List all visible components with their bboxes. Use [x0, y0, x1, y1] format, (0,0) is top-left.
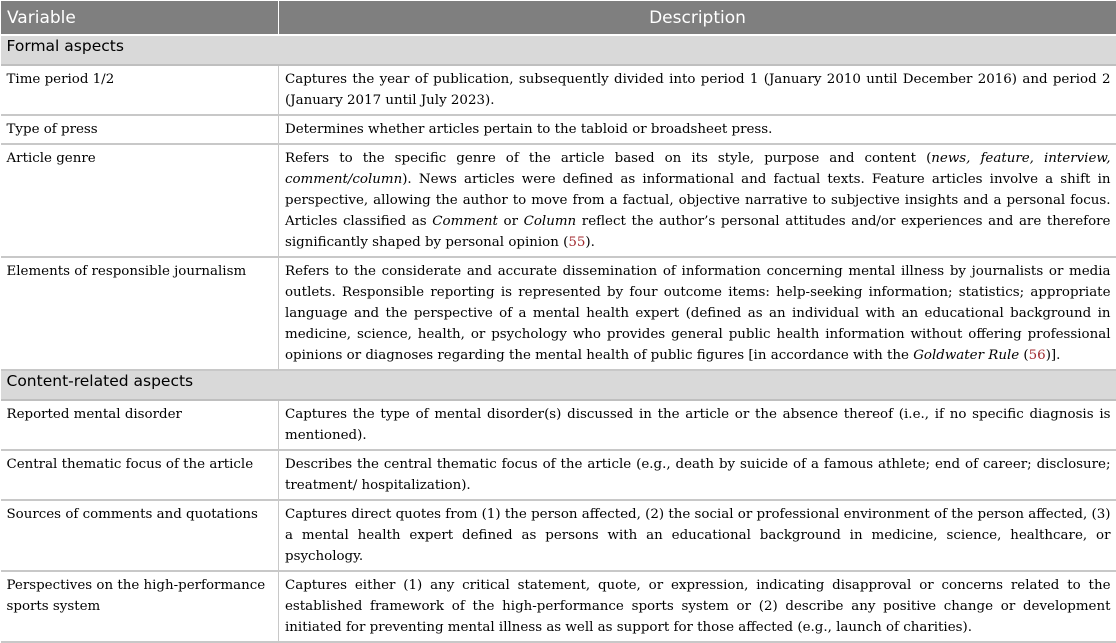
description-cell: Captures either (1) any critical statement, quote, or expression, indicating disapproval or concerns related to the established framework of the high-performance sports system or (2) describe any positive change or development initiated for preventing mental illness as well as support for those affected (e.g., launch of charities).	[279, 571, 1116, 642]
genre-comment: Comment	[432, 214, 498, 229]
header-description: Description	[279, 1, 1116, 36]
table-row	[1, 400, 1116, 450]
description-cell: Captures the year of publication, subsequently divided into period 1 (January 2010 until December 2016) and period 2 (January 2017 until July 2023).	[279, 65, 1116, 115]
desc-text: or	[498, 214, 524, 229]
variable-cell: Reported mental disorder	[1, 400, 279, 450]
table-row	[1, 257, 1116, 370]
reference-link[interactable]: 55	[568, 235, 585, 250]
description-cell: Describes the central thematic focus of the article (e.g., death by suicide of a famous athlete; end of career; disclosure; treatment/ hospitalization).	[279, 450, 1116, 500]
desc-text: ).	[585, 235, 594, 250]
goldwater-rule: Goldwater Rule	[913, 348, 1019, 363]
variable-cell: Central thematic focus of the article	[1, 450, 279, 500]
table-row	[1, 450, 1116, 500]
header-row	[1, 1, 1116, 36]
reference-link[interactable]: 56	[1029, 348, 1046, 363]
desc-text: reflect the author’s personal attitudes and/or experiences and are therefore significantly shaped by personal opinion (	[285, 214, 1110, 250]
description-cell	[279, 144, 1116, 257]
variable-cell: Article genre	[1, 144, 279, 257]
description-cell: Captures direct quotes from (1) the person affected, (2) the social or professional environment of the person affected, (3) a mental health expert defined as persons with an educational background in medicine, science, healthcare, or psychology.	[279, 500, 1116, 571]
table-row	[1, 115, 1116, 144]
variable-cell: Time period 1/2	[1, 65, 279, 115]
desc-text: ). News articles were defined as informational and factual texts. Feature articles involve a shift in perspective, allowing the author to move from a factual, objective narrative to subjective insights and a personal focus. Articles classified as	[285, 172, 1111, 229]
desc-text: Refers to the specific genre of the article based on its style, purpose and content (	[285, 151, 931, 166]
desc-text: (	[1019, 348, 1028, 363]
description-cell: Captures the type of mental disorder(s) discussed in the article or the absence thereof (i.e., if no specific diagnosis is mentioned).	[279, 400, 1116, 450]
table-row	[1, 144, 1116, 257]
variable-cell: Type of press	[1, 115, 279, 144]
section-row-formal	[1, 35, 1116, 65]
variable-cell: Perspectives on the high-performance sports system	[1, 571, 279, 642]
variable-cell: Sources of comments and quotations	[1, 500, 279, 571]
desc-text: )].	[1046, 348, 1061, 363]
description-cell: Determines whether articles pertain to the tabloid or broadsheet press.	[279, 115, 1116, 144]
variable-cell: Elements of responsible journalism	[1, 257, 279, 370]
table-row	[1, 571, 1116, 642]
description-cell	[279, 257, 1116, 370]
desc-text: Refers to the considerate and accurate dissemination of information concerning mental illness by journalists or media outlets. Responsible reporting is represented by four outcome items: help-seeking information; statistics; appropriate language and the perspective of a mental health expert (defined as an individual with an educational background in medicine, science, health, or psychology who provides general public health information without offering professional opinions or diagnoses regarding the mental health of public figures [in accordance with the	[285, 264, 1111, 363]
table-row	[1, 65, 1116, 115]
section-row-content	[1, 370, 1116, 400]
table-row	[1, 500, 1116, 571]
genre-list: news, feature, interview, comment/column	[285, 151, 1111, 187]
header-variable: Variable	[1, 1, 279, 36]
genre-column: Column	[524, 214, 577, 229]
section-title: Formal aspects	[1, 35, 1116, 65]
section-title: Content-related aspects	[1, 370, 1116, 400]
